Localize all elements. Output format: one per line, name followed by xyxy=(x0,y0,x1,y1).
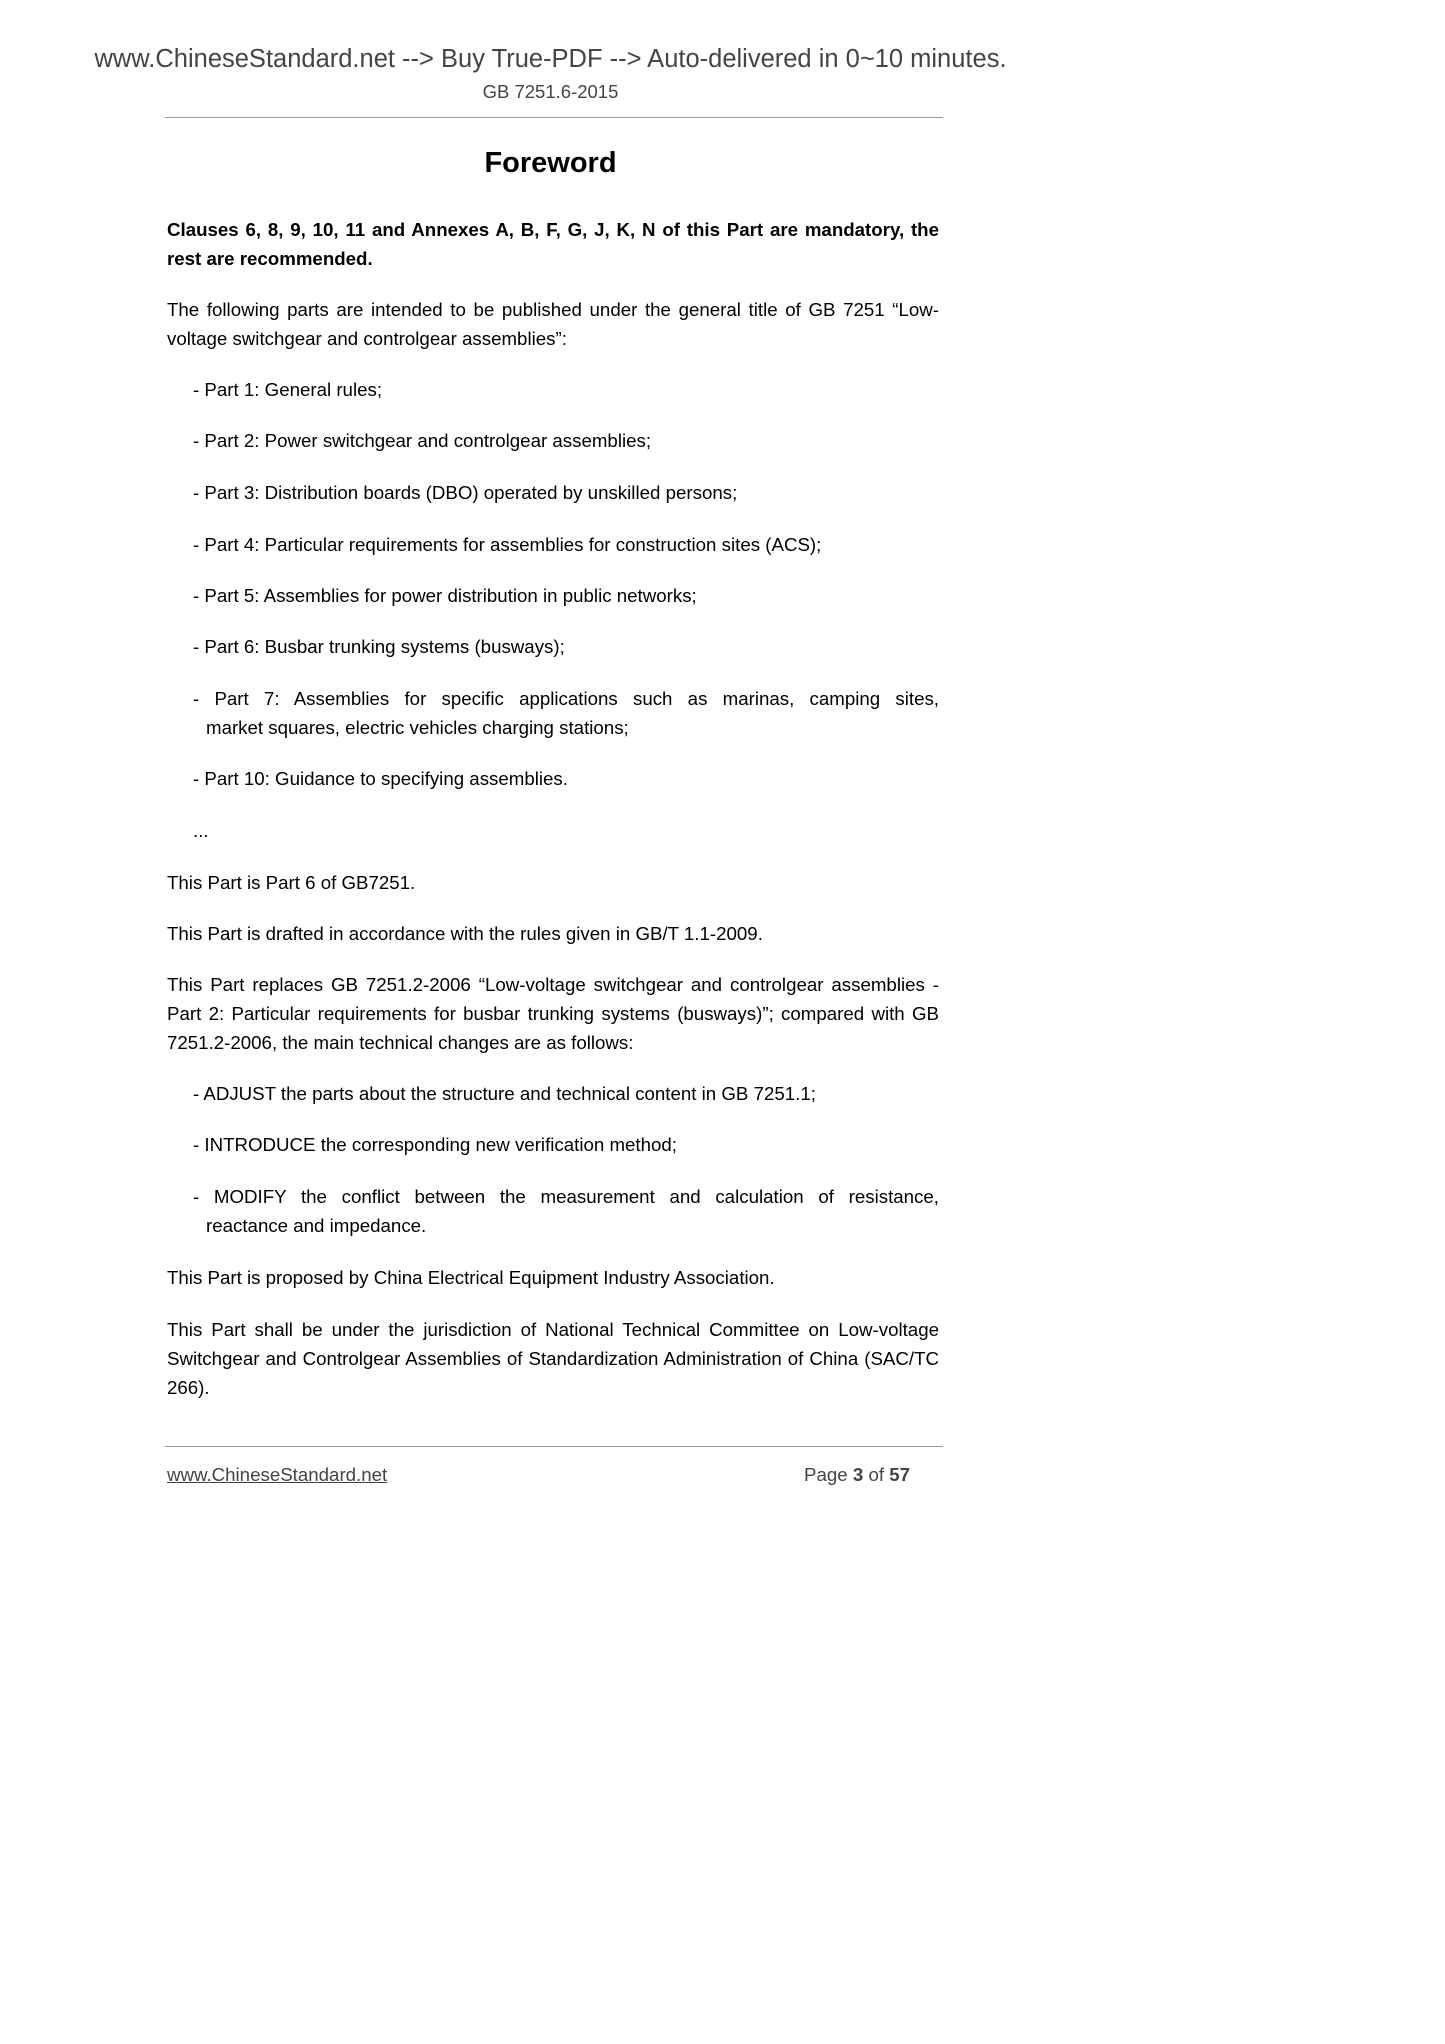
page-number xyxy=(804,1462,910,1488)
top-banner: www.ChineseStandard.net --> Buy True-PDF --> Auto-delivered in 0~10 minutes. xyxy=(94,45,1007,73)
list-item xyxy=(193,1182,939,1240)
proposed-paragraph: This Part is proposed by China Electrical Equipment Industry Association. xyxy=(167,1267,775,1288)
list-item-text: - Part 4: Particular requirements for assemblies for construction sites (ACS); xyxy=(193,534,822,555)
list-item-text: - Part 3: Distribution boards (DBO) operated by unskilled persons; xyxy=(193,482,738,503)
list-item xyxy=(193,478,939,507)
page-of-label: of xyxy=(863,1464,890,1485)
part-of-paragraph: This Part is Part 6 of GB7251. xyxy=(167,872,416,893)
list-item-continuation: market squares, electric vehicles charging stations; xyxy=(206,717,629,738)
list-item xyxy=(193,375,939,404)
list-item xyxy=(193,581,939,610)
jurisdiction-paragraph: This Part shall be under the jurisdiction of National Technical Committee on Low-voltage Switchgear and Controlgear Assemblies of Standardization Administration of China (SAC/TC 266). xyxy=(167,1319,939,1398)
list-item xyxy=(193,764,939,793)
list-ellipsis: ... xyxy=(193,820,209,841)
list-item xyxy=(193,1079,939,1108)
page-title: Foreword xyxy=(484,147,617,179)
list-item-continuation: reactance and impedance. xyxy=(206,1215,427,1236)
list-item-text: - Part 6: Busbar trunking systems (busways); xyxy=(193,636,565,657)
document-number: GB 7251.6-2015 xyxy=(482,81,619,102)
parts-intro-paragraph: The following parts are intended to be published under the general title of GB 7251 “Low-voltage switchgear and controlgear assemblies”: xyxy=(167,299,939,349)
footer-website-link[interactable]: www.ChineseStandard.net xyxy=(167,1464,388,1485)
page-label: Page xyxy=(804,1464,853,1485)
list-item xyxy=(193,632,939,661)
list-item-text: - MODIFY the conflict between the measurement and calculation of resistance, xyxy=(193,1186,939,1207)
list-item-text: - Part 1: General rules; xyxy=(193,379,383,400)
mandatory-clauses-paragraph: Clauses 6, 8, 9, 10, 11 and Annexes A, B, F, G, J, K, N of this Part are mandatory, the rest are recommended. xyxy=(167,219,939,269)
list-item-text: - INTRODUCE the corresponding new verification method; xyxy=(193,1134,677,1155)
list-item xyxy=(193,684,939,742)
header-divider xyxy=(165,117,943,118)
replaces-paragraph: This Part replaces GB 7251.2-2006 “Low-voltage switchgear and controlgear assemblies - Part 2: Particular requirements for busbar trunking systems (busways)”; compared with GB 7251.2-2006, the main technical changes are as follows: xyxy=(167,974,939,1053)
page-current: 3 xyxy=(852,1464,864,1485)
list-item xyxy=(193,530,939,559)
footer-divider xyxy=(165,1446,943,1447)
list-item-text: - Part 5: Assemblies for power distribution in public networks; xyxy=(193,585,697,606)
list-item-text: - Part 2: Power switchgear and controlgear assemblies; xyxy=(193,430,652,451)
list-item xyxy=(193,1130,939,1159)
page-total: 57 xyxy=(889,1464,911,1485)
list-item-text: - Part 7: Assemblies for specific applications such as marinas, camping sites, xyxy=(193,688,939,709)
list-item-text: - ADJUST the parts about the structure and technical content in GB 7251.1; xyxy=(193,1083,816,1104)
list-item-text: - Part 10: Guidance to specifying assemblies. xyxy=(193,768,568,789)
list-item xyxy=(193,426,939,455)
drafted-paragraph: This Part is drafted in accordance with the rules given in GB/T 1.1-2009. xyxy=(167,923,763,944)
